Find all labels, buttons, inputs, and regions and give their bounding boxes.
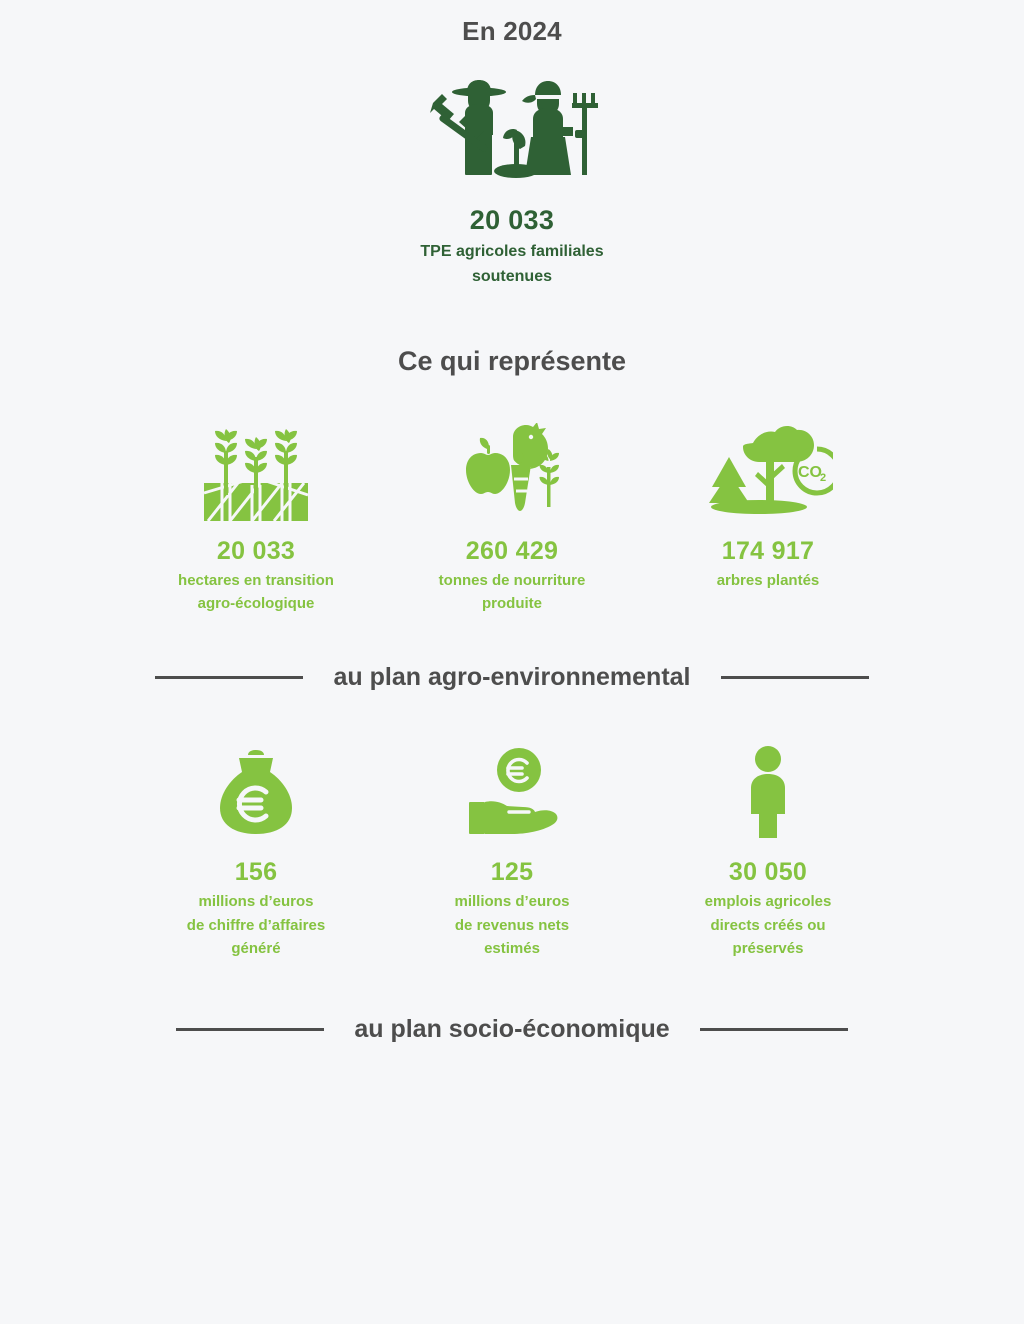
stat-label: [640, 890, 896, 960]
stat-card-jobs: [640, 742, 896, 960]
tree-co2-icon: [640, 421, 896, 525]
stat-label: [384, 890, 640, 960]
spacer: [0, 692, 1024, 742]
stat-number: 30 050: [728, 858, 808, 887]
stat-label-line3: généré: [231, 940, 281, 958]
divider-line-right: [700, 1028, 848, 1031]
page-title: En 2024: [462, 16, 562, 46]
stat-label: [128, 890, 384, 960]
stat-label-line1: emplois agricoles: [704, 893, 832, 911]
stat-card-food: [384, 421, 640, 616]
stat-label-line2: directs créés ou: [710, 916, 826, 934]
hero-stat-label-line2: soutenues: [471, 267, 552, 285]
stat-label-line1: millions d’euros: [198, 893, 314, 911]
person-icon: [640, 742, 896, 846]
stat-label-line2: de chiffre d’affaires: [186, 916, 326, 934]
svg-text:CO: CO: [798, 463, 822, 481]
spacer: [0, 377, 1024, 421]
divider-line-right: [721, 676, 869, 679]
stat-card-net-income: [384, 742, 640, 960]
stat-label-line2: produite: [482, 594, 542, 612]
divider-label: au plan socio-économique: [354, 1014, 670, 1043]
stat-card-revenue: [128, 742, 384, 960]
spacer: [0, 961, 1024, 1015]
stat-number: 156: [234, 858, 278, 887]
stat-label-line2: agro-écologique: [197, 594, 315, 612]
stat-label: [128, 569, 384, 616]
divider-line-left: [176, 1028, 324, 1031]
stat-card-hectares: [128, 421, 384, 616]
hand-euro-coin-icon: [384, 742, 640, 846]
hero-stat-label: [0, 240, 1024, 290]
hero-stat-number: 20 033: [469, 205, 555, 235]
stat-label: [384, 569, 640, 616]
food-produce-icon: [384, 421, 640, 525]
stat-label-line3: préservés: [732, 940, 804, 958]
divider-agro-environmental: [0, 663, 1024, 692]
stat-label-line1: tonnes de nourriture: [438, 571, 586, 589]
agro-stat-row: [0, 421, 1024, 616]
divider-line-left: [155, 676, 303, 679]
stat-number: 20 033: [216, 536, 296, 565]
stat-number: 174 917: [721, 536, 815, 565]
stat-label-line1: arbres plantés: [716, 571, 820, 589]
stat-card-trees: [640, 421, 896, 592]
divider-label: au plan agro-environnemental: [333, 663, 691, 692]
socio-stat-row: [0, 742, 1024, 960]
hero-stat: [0, 75, 1024, 290]
money-bag-euro-icon: [128, 742, 384, 846]
stat-label-line2: de revenus nets: [454, 916, 570, 934]
spacer: [0, 615, 1024, 663]
stat-number: 260 429: [465, 536, 559, 565]
two-farmers-icon: [0, 75, 1024, 185]
wheat-field-icon: [128, 421, 384, 525]
stat-number: 125: [490, 858, 534, 887]
svg-text:2: 2: [820, 471, 827, 484]
divider-socio-economic: [0, 1015, 1024, 1044]
stat-label-line1: millions d’euros: [454, 893, 570, 911]
stat-label-line1: hectares en transition: [178, 571, 334, 589]
stat-label-line3: estimés: [484, 940, 540, 958]
section-subtitle: Ce qui représente: [397, 345, 627, 376]
spacer: [0, 290, 1024, 346]
hero-stat-label-line1: TPE agricoles familiales: [420, 243, 604, 260]
stat-label: [640, 569, 896, 592]
